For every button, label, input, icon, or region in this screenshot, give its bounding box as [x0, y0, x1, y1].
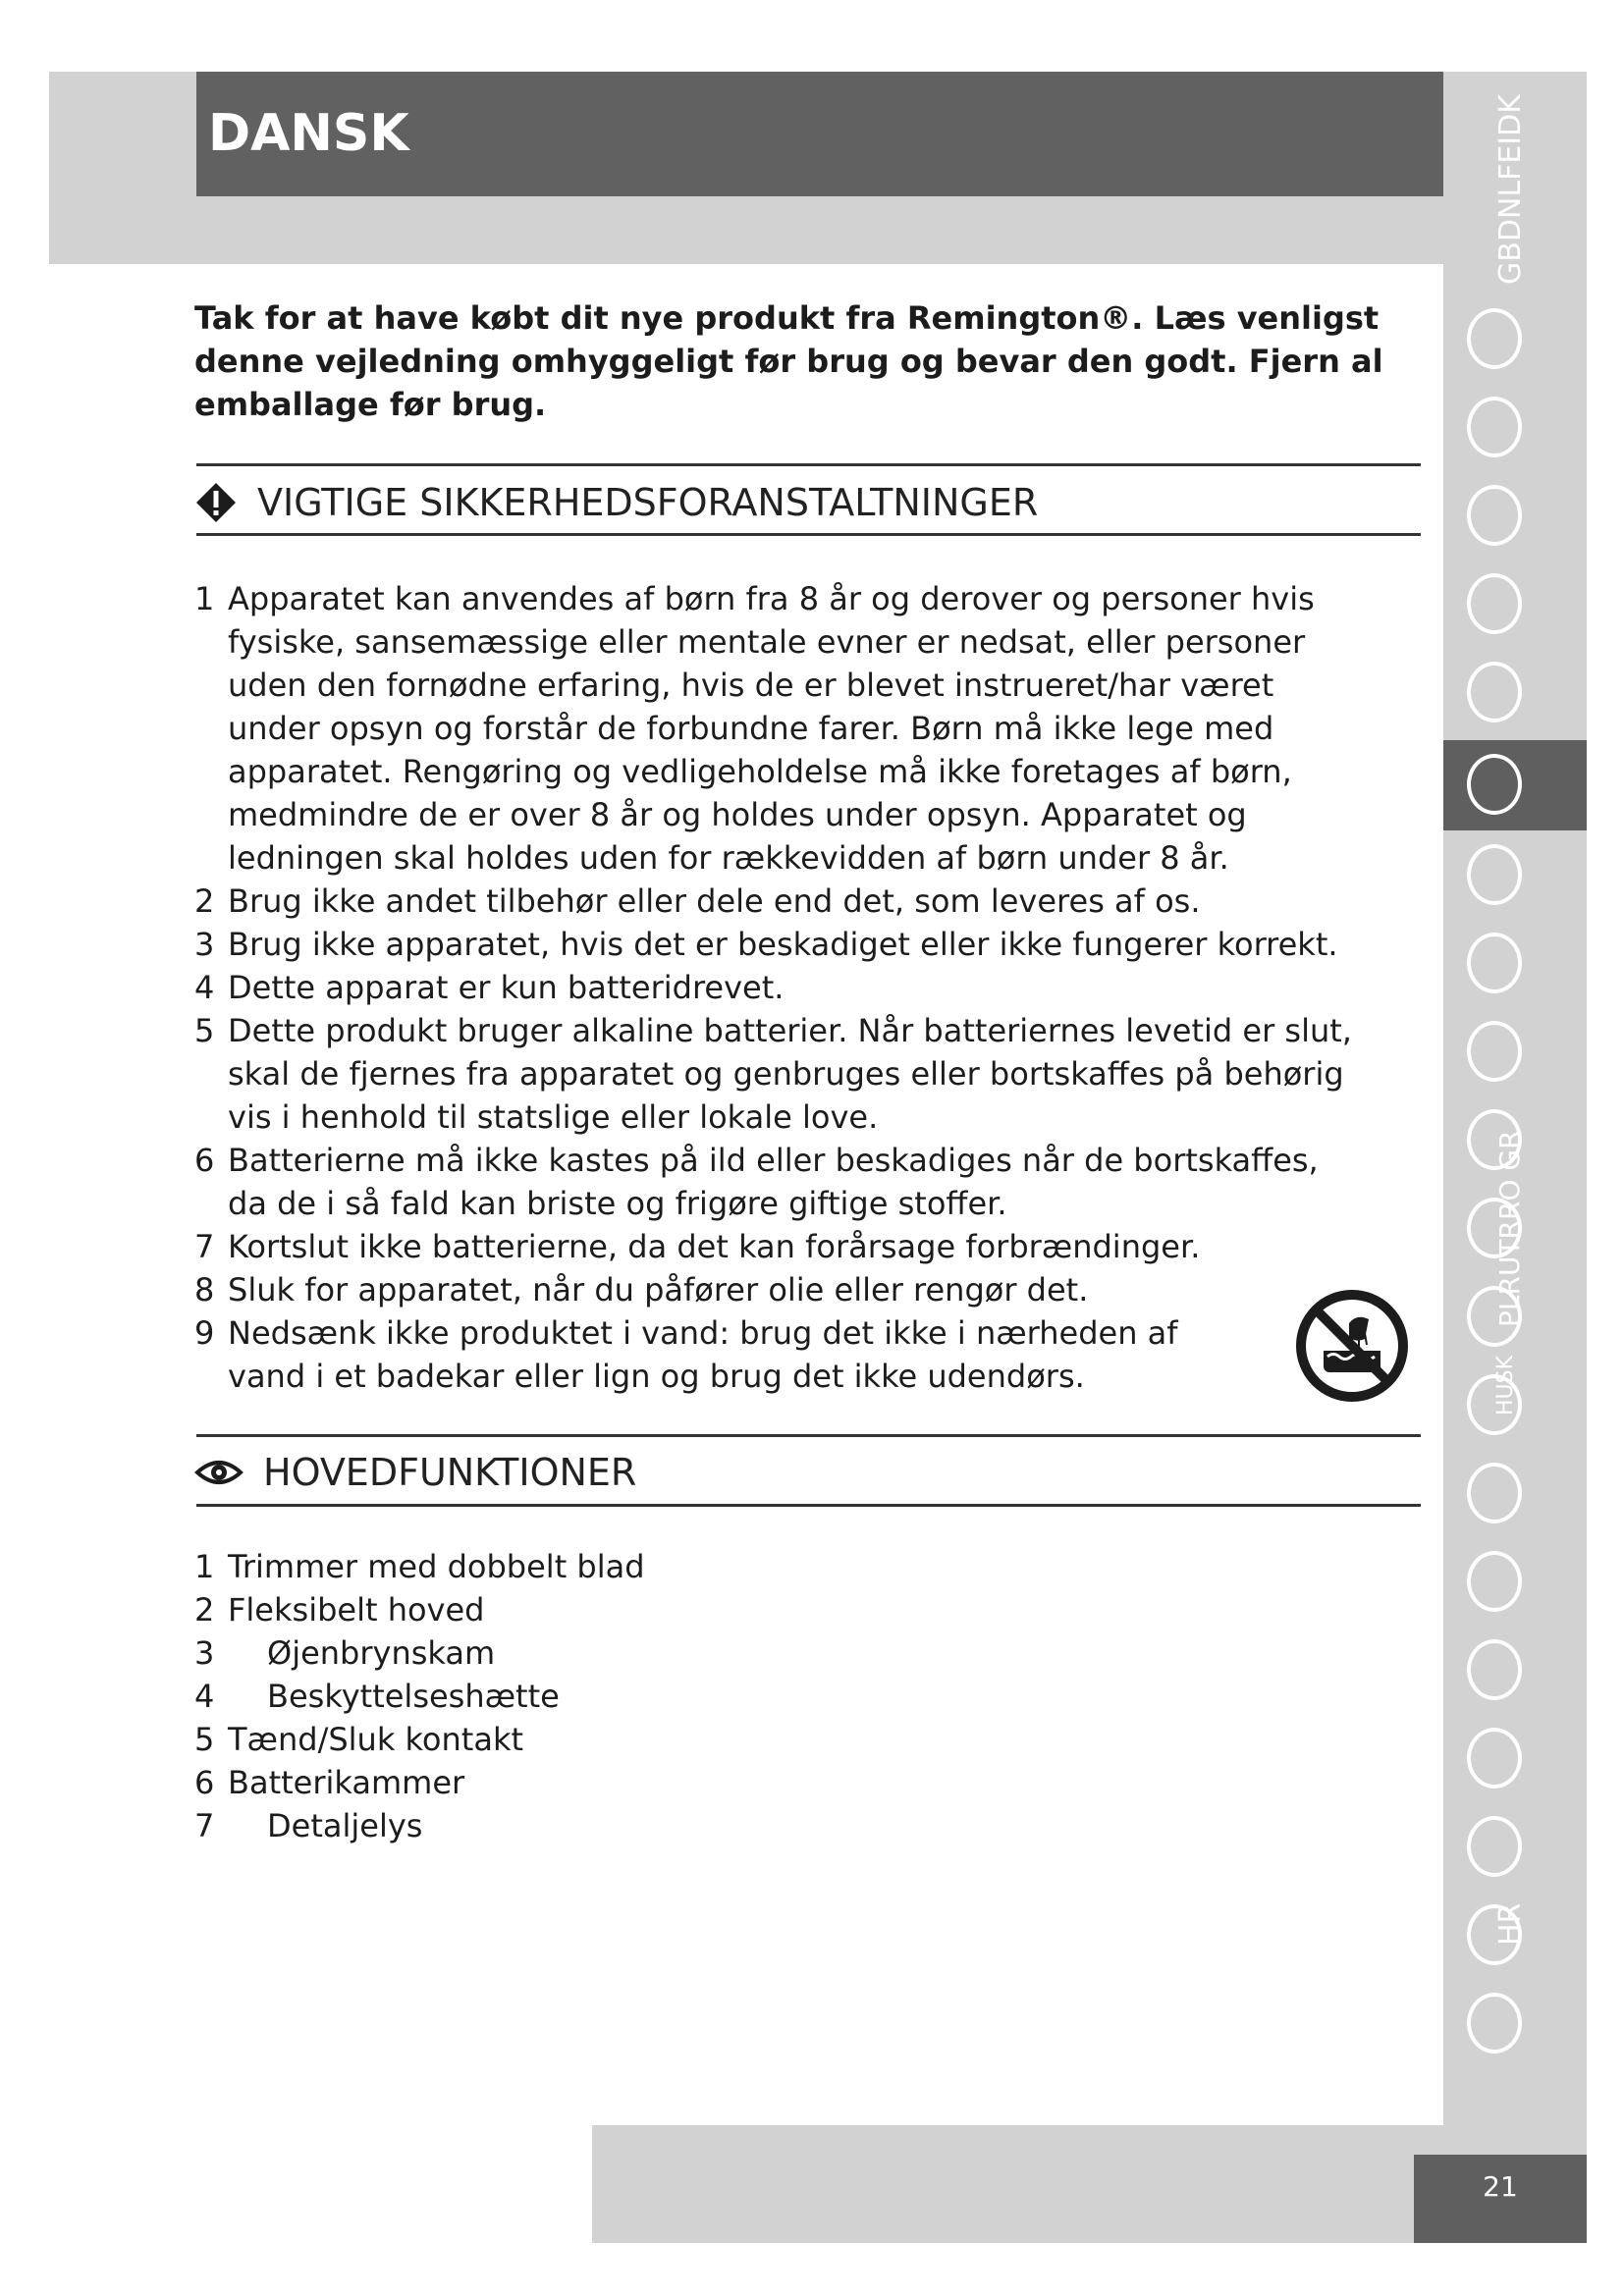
item-text: Detaljelys	[267, 1807, 423, 1844]
language-tab[interactable]	[1443, 1007, 1587, 1095]
language-tab-active[interactable]	[1443, 740, 1587, 830]
item-text: Øjenbrynskam	[267, 1634, 496, 1672]
language-tab[interactable]	[1443, 919, 1587, 1007]
list-item	[194, 577, 1363, 880]
language-tab[interactable]	[1443, 560, 1587, 648]
list-item	[194, 1311, 1216, 1398]
warning-diamond-icon	[194, 481, 238, 524]
item-number: 1	[194, 1548, 215, 1585]
item-text: Nedsænk ikke produktet i vand: brug det ikke i nærheden af vand i et badekar eller lign og brug det ikke udendørs.	[228, 1314, 1178, 1395]
features-list	[194, 1545, 1412, 1847]
list-item	[194, 1718, 1412, 1761]
page-title: DANSK	[196, 72, 1443, 196]
item-text: Apparatet kan anvendes af børn fra 8 år og derover og personer hvis fysiske, sansemæssige eller mentale evner er nedsat, eller personer uden den fornødne erfaring, hvis de er blevet instrueret/har været under opsyn og forstår de forbundne farer. Børn må ikke lege med apparatet. Rengøring og vedligeholdelse må ikke foretages af børn, medmindre de er over 8 år og holdes under opsyn. Apparatet og ledningen skal holdes uden for rækkevidden af børn under 8 år.	[228, 580, 1315, 877]
divider	[196, 463, 1421, 466]
no-water-icon	[1294, 1288, 1410, 1404]
language-tab[interactable]	[1443, 1714, 1587, 1802]
eye-icon	[194, 1456, 244, 1489]
safety-heading-text: VIGTIGE SIKKERHEDSFORANSTALTNINGER	[257, 481, 1039, 524]
safety-heading	[194, 475, 1038, 530]
item-number: 2	[194, 882, 215, 920]
item-number: 6	[194, 1142, 215, 1179]
list-item	[194, 1225, 1363, 1268]
features-heading	[194, 1445, 636, 1500]
item-text: Trimmer med dobbelt blad	[228, 1548, 645, 1585]
item-text: Dette apparat er kun batteridrevet.	[228, 969, 785, 1006]
intro-paragraph: Tak for at have købt dit nye produkt fra Remington®. Læs venligst denne vejledning omhyggeligt før brug og bevar den godt. Fjern al emballage før brug.	[194, 299, 1383, 423]
language-tab[interactable]	[1443, 1449, 1587, 1537]
language-tab[interactable]	[1443, 1802, 1587, 1891]
divider	[196, 1504, 1421, 1507]
divider	[196, 1434, 1421, 1437]
divider	[196, 533, 1421, 536]
list-item	[194, 1631, 1412, 1675]
item-text: Dette produkt bruger alkaline batterier. Når batteriernes levetid er slut, skal de fjernes fra apparatet og genbruges eller bortskaffes på behørig vis i henhold til statslige eller lokale love.	[228, 1012, 1352, 1136]
item-text: Batterikammer	[228, 1764, 465, 1801]
item-text: Batterierne må ikke kastes på ild eller beskadiges når de bortskaffes, da de i så fald kan briste og frigøre giftige stoffer.	[228, 1142, 1319, 1222]
list-item	[194, 1761, 1412, 1804]
list-item	[194, 923, 1363, 966]
language-tab[interactable]	[1443, 1626, 1587, 1714]
list-item	[194, 1588, 1412, 1631]
item-number: 3	[194, 1634, 215, 1672]
list-item	[194, 880, 1363, 923]
language-tab[interactable]	[1443, 1537, 1587, 1626]
language-codes-lower: HUSK	[1493, 1355, 1518, 1415]
item-number: 9	[194, 1314, 215, 1352]
language-codes-lower: PLRUTRRO GR	[1493, 1130, 1526, 1327]
list-item	[194, 1009, 1363, 1139]
item-number: 7	[194, 1807, 215, 1844]
page-number: 21	[1414, 2155, 1587, 2243]
item-number: 8	[194, 1271, 215, 1308]
list-item	[194, 1804, 1412, 1847]
item-number: 4	[194, 1678, 215, 1715]
item-number: 4	[194, 969, 215, 1006]
item-text: Brug ikke apparatet, hvis det er beskadiget eller ikke fungerer korrekt.	[228, 926, 1338, 963]
safety-list	[194, 577, 1363, 1398]
language-codes-lower: HR	[1493, 1902, 1528, 1946]
item-number: 1	[194, 580, 215, 617]
item-text: Sluk for apparatet, når du påfører olie eller rengør det.	[228, 1271, 1089, 1308]
item-number: 5	[194, 1012, 215, 1049]
language-tab[interactable]	[1443, 1979, 1587, 2067]
language-codes-upper: GBDNLFEIDK	[1493, 94, 1528, 285]
language-tab[interactable]	[1443, 383, 1587, 471]
list-item	[194, 966, 1363, 1009]
language-tab[interactable]	[1443, 471, 1587, 560]
item-number: 7	[194, 1228, 215, 1265]
item-text: Kortslut ikke batterierne, da det kan forårsage forbrændinger.	[228, 1228, 1201, 1265]
item-text: Tænd/Sluk kontakt	[228, 1721, 524, 1758]
item-text: Brug ikke andet tilbehør eller dele end det, som leveres af os.	[228, 882, 1201, 920]
list-item	[194, 1545, 1412, 1588]
list-item	[194, 1139, 1363, 1225]
item-number: 3	[194, 926, 215, 963]
list-item	[194, 1675, 1412, 1718]
item-number: 5	[194, 1721, 215, 1758]
item-text: Fleksibelt hoved	[228, 1591, 485, 1629]
item-text: Beskyttelseshætte	[267, 1678, 560, 1715]
item-number: 6	[194, 1764, 215, 1801]
item-number: 2	[194, 1591, 215, 1629]
language-tab[interactable]	[1443, 648, 1587, 736]
features-heading-text: HOVEDFUNKTIONER	[263, 1451, 637, 1494]
language-tab[interactable]	[1443, 830, 1587, 919]
language-tab[interactable]	[1443, 294, 1587, 383]
list-item	[194, 1268, 1363, 1311]
